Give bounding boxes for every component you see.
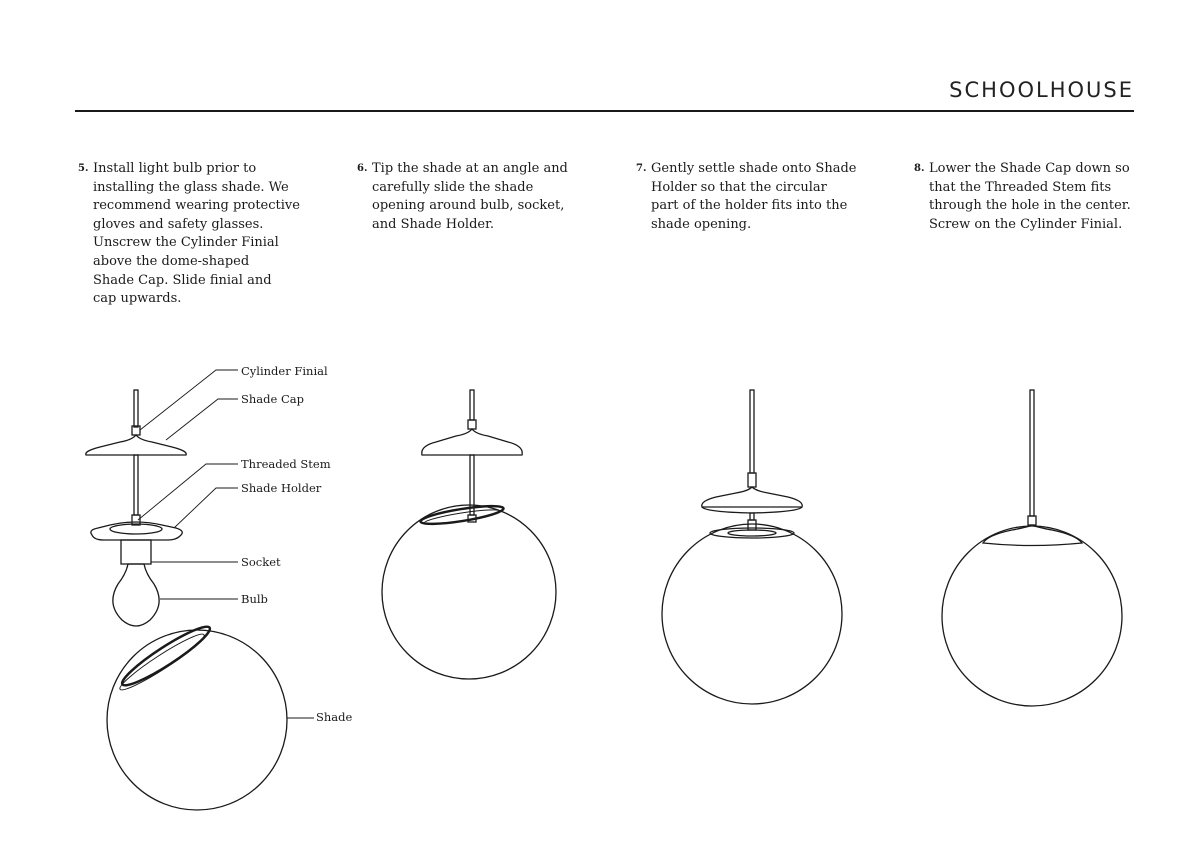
- shade-cap-part: [422, 429, 522, 455]
- step-number: 8.: [914, 163, 925, 174]
- shade-cap-part: [702, 487, 802, 507]
- step-line: Holder so that the circular: [651, 179, 827, 195]
- threaded-stem-part: [470, 455, 474, 515]
- shade-globe: [107, 630, 287, 810]
- step-line: cap upwards.: [93, 291, 182, 307]
- part-labels: [241, 364, 353, 724]
- step-line: Unscrew the Cylinder Finial: [93, 235, 279, 251]
- step-line: opening around bulb, socket,: [372, 198, 565, 214]
- shade-cap-rim: [702, 507, 802, 513]
- label-socket: Socket: [241, 555, 281, 569]
- shade-globe: [382, 505, 556, 679]
- shade-holder-ring: [728, 530, 776, 536]
- step-line: Install light bulb prior to: [93, 161, 257, 176]
- step-line: shade opening.: [651, 216, 752, 232]
- leader-threaded-stem: [138, 464, 238, 520]
- label-bulb: Bulb: [241, 592, 268, 606]
- figure-step-7: [662, 390, 842, 704]
- threaded-stem-part: [134, 455, 138, 515]
- label-cylinder-finial: Cylinder Finial: [241, 364, 328, 378]
- label-shade-holder: Shade Holder: [241, 481, 322, 495]
- cylinder-finial-part: [468, 420, 476, 429]
- step-line: Shade Cap. Slide finial and: [93, 272, 272, 288]
- step-line: through the hole in the center.: [929, 198, 1131, 214]
- step-line: Gently settle shade onto Shade: [651, 161, 857, 176]
- label-shade-cap: Shade Cap: [241, 392, 304, 406]
- brand-logo: SCHOOLHOUSE: [949, 78, 1134, 102]
- step-line: recommend wearing protective: [93, 198, 300, 214]
- leader-cylinder-finial: [140, 370, 238, 430]
- step-line: gloves and safety glasses.: [93, 216, 264, 232]
- shade-cap-part: [86, 435, 186, 455]
- step-number: 6.: [357, 163, 368, 174]
- step-line: Tip the shade at an angle and: [372, 161, 568, 176]
- stem-rod: [750, 390, 754, 473]
- step-line: and Shade Holder.: [372, 216, 495, 232]
- step-line: Lower the Shade Cap down so: [929, 161, 1130, 176]
- leader-shade-holder: [174, 488, 238, 528]
- cylinder-finial-part: [1028, 516, 1036, 525]
- stem-rod: [470, 390, 474, 420]
- figure-step-5: [86, 370, 314, 810]
- cylinder-finial-part: [748, 473, 756, 487]
- shade-cap-part: [983, 525, 1082, 546]
- step-line: above the dome-shaped: [93, 253, 250, 269]
- shade-globe: [662, 524, 842, 704]
- stem-rod: [1030, 390, 1034, 516]
- socket-part: [121, 540, 151, 564]
- step-line: carefully slide the shade: [372, 179, 534, 195]
- step-line: part of the holder fits into the: [651, 198, 848, 214]
- shade-globe: [942, 526, 1122, 706]
- threaded-stem-part: [750, 513, 754, 520]
- figure-step-6: [382, 390, 556, 679]
- step-number: 7.: [636, 163, 647, 174]
- step-line: Screw on the Cylinder Finial.: [929, 216, 1123, 232]
- step-line: installing the glass shade. We: [93, 179, 289, 195]
- step-number: 5.: [78, 163, 89, 174]
- stem-rod: [134, 390, 138, 427]
- bulb-part: [113, 564, 159, 626]
- step-line: that the Threaded Stem fits: [929, 179, 1112, 195]
- leader-shade-cap: [166, 399, 238, 440]
- label-threaded-stem: Threaded Stem: [241, 457, 331, 471]
- figure-step-8: [942, 390, 1122, 706]
- label-shade: Shade: [316, 710, 353, 724]
- shade-opening: [117, 620, 214, 692]
